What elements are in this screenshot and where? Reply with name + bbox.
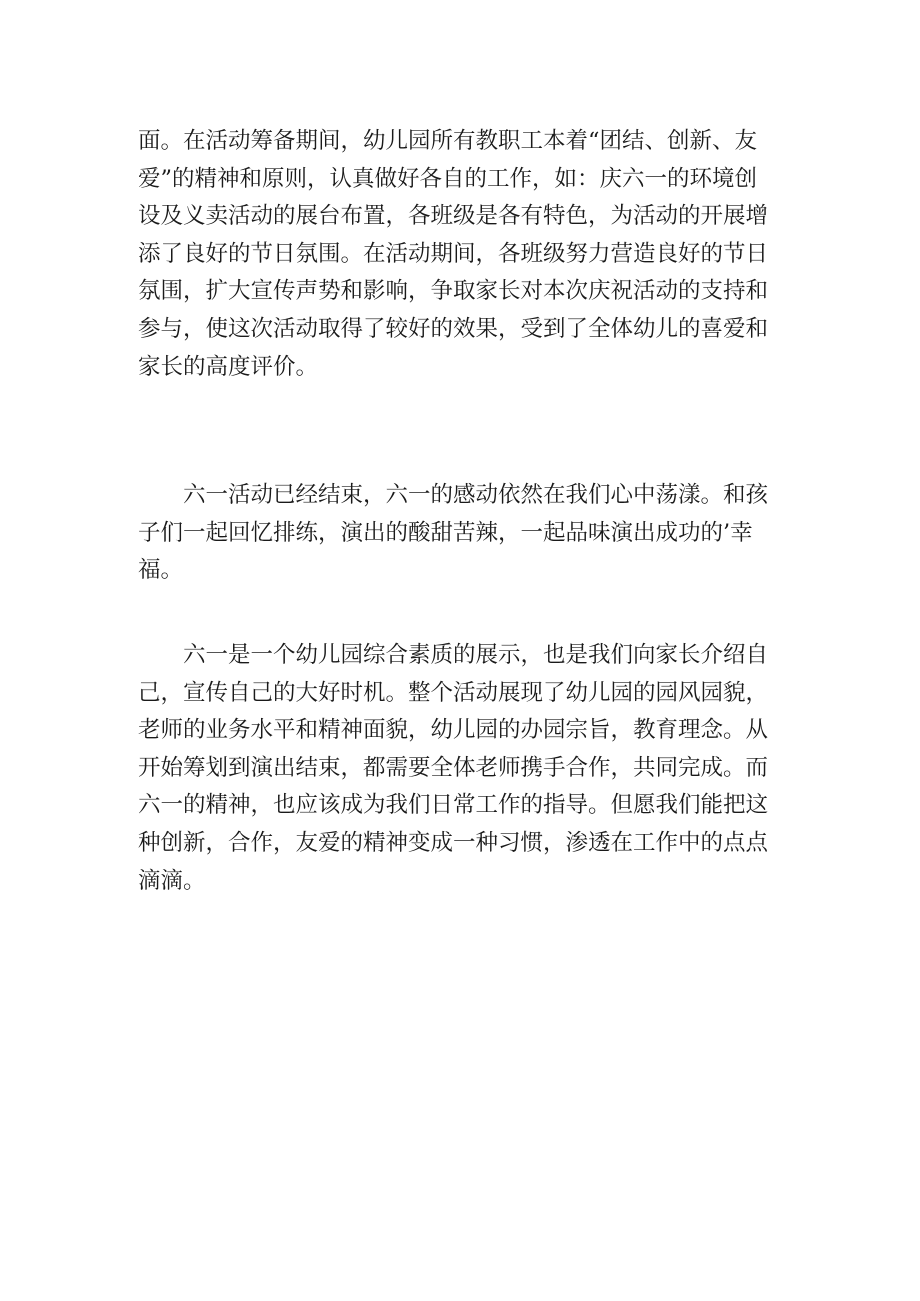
text-line: 滴滴。 xyxy=(138,867,206,894)
text-line: 六一活动已经结束，六一的感动依然在我们心中荡漾。和孩 xyxy=(138,482,769,508)
text-line: 家长的高度评价。 xyxy=(138,353,319,380)
text-line: 种创新，合作，友爱的精神变成一种习惯，渗透在工作中的点点 xyxy=(138,829,769,856)
text-line: 六一的精神，也应该成为我们日常工作的指导。但愿我们能把这 xyxy=(138,792,769,819)
text-line: 添了良好的节日氛围。在活动期间，各班级努力营造良好的节日 xyxy=(138,240,769,267)
text-line: 老师的业务水平和精神面貌，幼儿园的办园宗旨，教育理念。从 xyxy=(138,717,769,744)
paragraph-1 xyxy=(138,123,798,386)
text-line: 福。 xyxy=(138,557,184,584)
text-line: 爱”的精神和原则，认真做好各自的工作，如：庆六一的环境创 xyxy=(138,165,758,192)
text-line: 面。在活动筹备期间，幼儿园所有教职工本着“团结、创新、友 xyxy=(138,128,758,154)
text-line: 设及义卖活动的展台布置，各班级是各有特色，为活动的开展增 xyxy=(138,203,769,230)
text-line: 子们一起回忆排练，演出的酸甜苦辣，一起品味演出成功的’幸 xyxy=(138,519,753,546)
text-line: 氛围，扩大宣传声势和影响，争取家长对本次庆祝活动的支持和 xyxy=(138,278,769,305)
text-line: 六一是一个幼儿园综合素质的展示，也是我们向家长介绍自 xyxy=(138,642,769,668)
paragraph-2 xyxy=(138,477,798,590)
text-line: 参与，使这次活动取得了较好的效果，受到了全体幼儿的喜爱和 xyxy=(138,315,769,342)
paragraph-3 xyxy=(138,637,798,900)
text-line: 开始筹划到演出结束，都需要全体老师携手合作，共同完成。而 xyxy=(138,754,769,781)
text-line: 己，宣传自己的大好时机。整个活动展现了幼儿园的园风园貌， xyxy=(138,679,769,706)
